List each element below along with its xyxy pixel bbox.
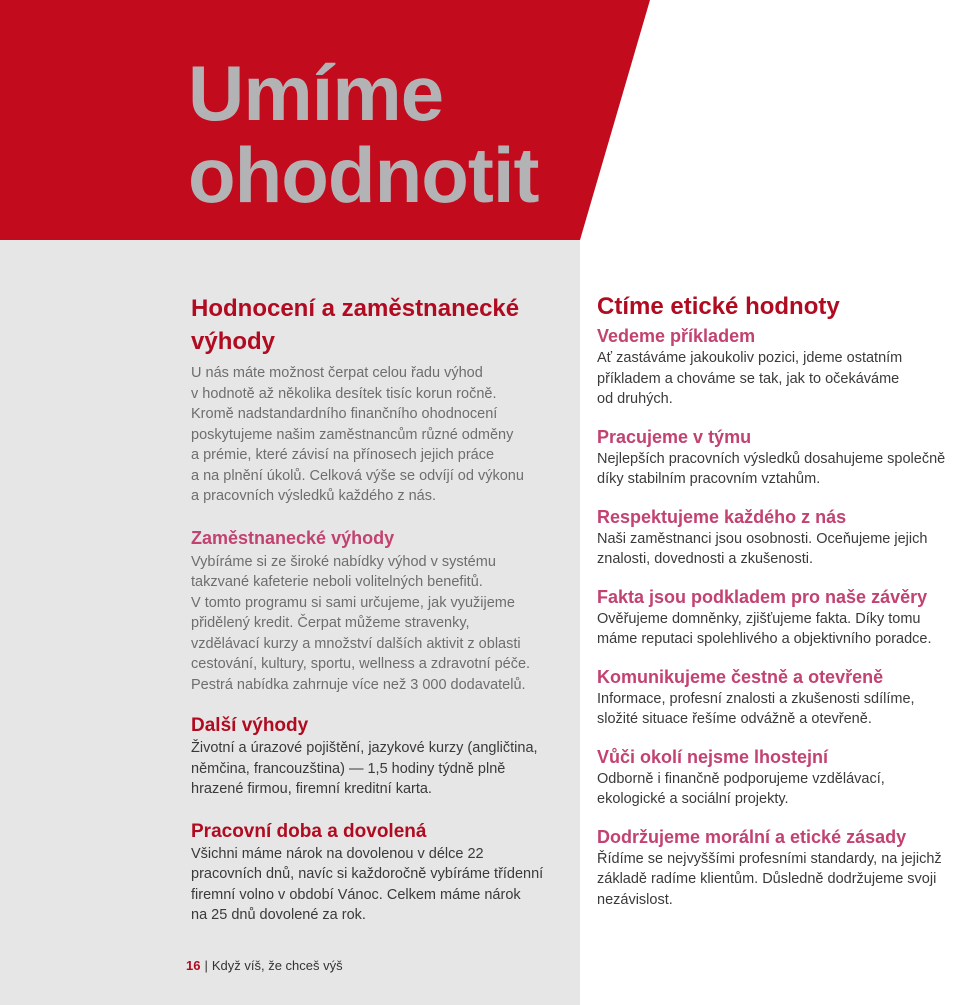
section-employee-benefits-heading: Zaměstnanecké výhody bbox=[191, 527, 395, 548]
text-line: a pracovních výsledků každého z nás. bbox=[191, 488, 437, 504]
section-benefits bbox=[191, 292, 561, 507]
section-other-benefits bbox=[191, 714, 561, 800]
text-line: takzvané kafeterie neboli volitelných benefitů. bbox=[191, 574, 483, 590]
ethics-item bbox=[597, 826, 959, 911]
text-line: Ověřujeme domněnky, zjišťujeme fakta. Díky tomu bbox=[597, 610, 921, 627]
page-title bbox=[188, 49, 539, 219]
ethics-item bbox=[597, 746, 959, 810]
text-line: Odborně i finančně podporujeme vzdělávací, bbox=[597, 770, 885, 787]
ethics-item-heading: Pracujeme v týmu bbox=[597, 426, 752, 447]
text-line: znalosti, dovednosti a zkušenosti. bbox=[597, 551, 814, 567]
footer-slogan: Když víš, že chceš výš bbox=[211, 958, 343, 973]
section-working-hours bbox=[191, 820, 561, 926]
text-line: a prémie, které závisí na přínosech jejich práce bbox=[191, 447, 495, 463]
text-line: poskytujeme našim zaměstnancům různé odměny bbox=[191, 426, 514, 443]
text-line: Pestrá nabídka zahrnuje více než 3 000 dodavatelů. bbox=[191, 676, 526, 693]
section-benefits-heading bbox=[191, 292, 561, 358]
section-other-benefits-text bbox=[191, 738, 561, 800]
text-line: Vybíráme si ze široké nabídky výhod v systému bbox=[191, 553, 496, 570]
text-line: Kromě nadstandardního finančního ohodnocení bbox=[191, 406, 498, 422]
text-line: V tomto programu si sami určujeme, jak využijeme bbox=[191, 594, 515, 611]
ethics-item-heading: Respektujeme každého z nás bbox=[597, 506, 847, 527]
text-line: od druhých. bbox=[597, 391, 673, 407]
ethics-item-text bbox=[597, 609, 959, 650]
ethics-item bbox=[597, 666, 959, 730]
page-footer bbox=[186, 957, 343, 975]
text-line: přidělený kredit. Čerpat můžeme stravenky, bbox=[191, 615, 470, 631]
section-employee-benefits bbox=[191, 527, 561, 696]
text-line: v hodnotě až několika desítek tisíc korun ročně. bbox=[191, 385, 497, 402]
ethics-item-text bbox=[597, 449, 959, 490]
page-title-line1: Umíme bbox=[188, 49, 444, 137]
text-line: složité situace řešíme odvážně a otevřeně. bbox=[597, 711, 872, 727]
ethics-item-heading: Komunikujeme čestně a otevřeně bbox=[597, 666, 884, 687]
text-line: vzdělávací kurzy a množství dalších aktivit z oblasti bbox=[191, 635, 521, 652]
ethics-item-text bbox=[597, 689, 959, 730]
section-benefits-text bbox=[191, 363, 561, 507]
ethics-item-text bbox=[597, 529, 959, 570]
text-line: Řídíme se nejvyššími profesními standardy, na jejichž bbox=[597, 850, 942, 867]
text-line: Životní a úrazové pojištění, jazykové kurzy (angličtina, bbox=[191, 740, 538, 756]
heading-line: Hodnocení a zaměstnanecké bbox=[191, 295, 520, 322]
text-line: a na plnění úkolů. Celková výše se odvíjí od výkonu bbox=[191, 467, 524, 484]
text-line: cestování, kultury, sportu, wellness a zdravotní péče. bbox=[191, 656, 531, 672]
text-line: němčina, francouzština) — 1,5 hodiny týdně plně bbox=[191, 760, 506, 777]
text-line: základě radíme klientům. Důsledně dodržujeme svoji bbox=[597, 871, 937, 887]
right-column bbox=[597, 292, 959, 910]
text-line: pracovních dnů, navíc si každoročně vybíráme třídenní bbox=[191, 866, 544, 882]
text-line: díky stabilním pracovním vztahům. bbox=[597, 471, 821, 487]
ethics-item bbox=[597, 586, 959, 650]
page-number: 16 bbox=[186, 958, 201, 973]
left-column bbox=[191, 292, 561, 926]
ethics-title: Ctíme etické hodnoty bbox=[597, 293, 840, 320]
text-line: nezávislost. bbox=[597, 891, 673, 908]
ethics-item-heading: Vůči okolí nejsme lhostejní bbox=[597, 746, 829, 767]
text-line: Naši zaměstnanci jsou osobnosti. Oceňujeme jejich bbox=[597, 530, 928, 547]
section-other-benefits-heading: Další výhody bbox=[191, 715, 309, 736]
ethics-item bbox=[597, 426, 959, 490]
ethics-item bbox=[597, 325, 959, 410]
text-line: hrazené firmou, firemní kreditní karta. bbox=[191, 781, 432, 797]
ethics-item-text bbox=[597, 849, 959, 911]
text-line: U nás máte možnost čerpat celou řadu výhod bbox=[191, 365, 483, 381]
ethics-item-heading: Vedeme příkladem bbox=[597, 326, 756, 346]
ethics-item-text bbox=[597, 348, 959, 410]
section-working-hours-text bbox=[191, 844, 561, 926]
ethics-item-text bbox=[597, 769, 959, 810]
section-working-hours-heading: Pracovní doba a dovolená bbox=[191, 820, 427, 842]
footer-separator: | bbox=[204, 958, 208, 973]
text-line: na 25 dnů dovolené za rok. bbox=[191, 907, 366, 923]
text-line: Nejlepších pracovních výsledků dosahujeme společně bbox=[597, 450, 946, 467]
text-line: firemní volno v období Vánoc. Celkem máme nárok bbox=[191, 886, 521, 903]
ethics-item bbox=[597, 506, 959, 570]
text-line: ekologické a sociální projekty. bbox=[597, 791, 789, 807]
text-line: Všichni máme nárok na dovolenou v délce 22 bbox=[191, 845, 484, 862]
heading-line: výhody bbox=[191, 328, 276, 355]
page-title-line2: ohodnotit bbox=[188, 131, 539, 219]
ethics-item-heading: Fakta jsou podkladem pro naše závěry bbox=[597, 586, 928, 607]
text-line: Ať zastáváme jakoukoliv pozici, jdeme ostatním bbox=[597, 350, 903, 366]
section-employee-benefits-text bbox=[191, 552, 561, 696]
text-line: příkladem a chováme se tak, jak to očekáváme bbox=[597, 370, 900, 387]
ethics-item-heading: Dodržujeme morální a etické zásady bbox=[597, 826, 907, 847]
text-line: máme reputaci spolehlivého a objektivního poradce. bbox=[597, 631, 932, 647]
text-line: Informace, profesní znalosti a zkušenosti sdílíme, bbox=[597, 690, 915, 707]
